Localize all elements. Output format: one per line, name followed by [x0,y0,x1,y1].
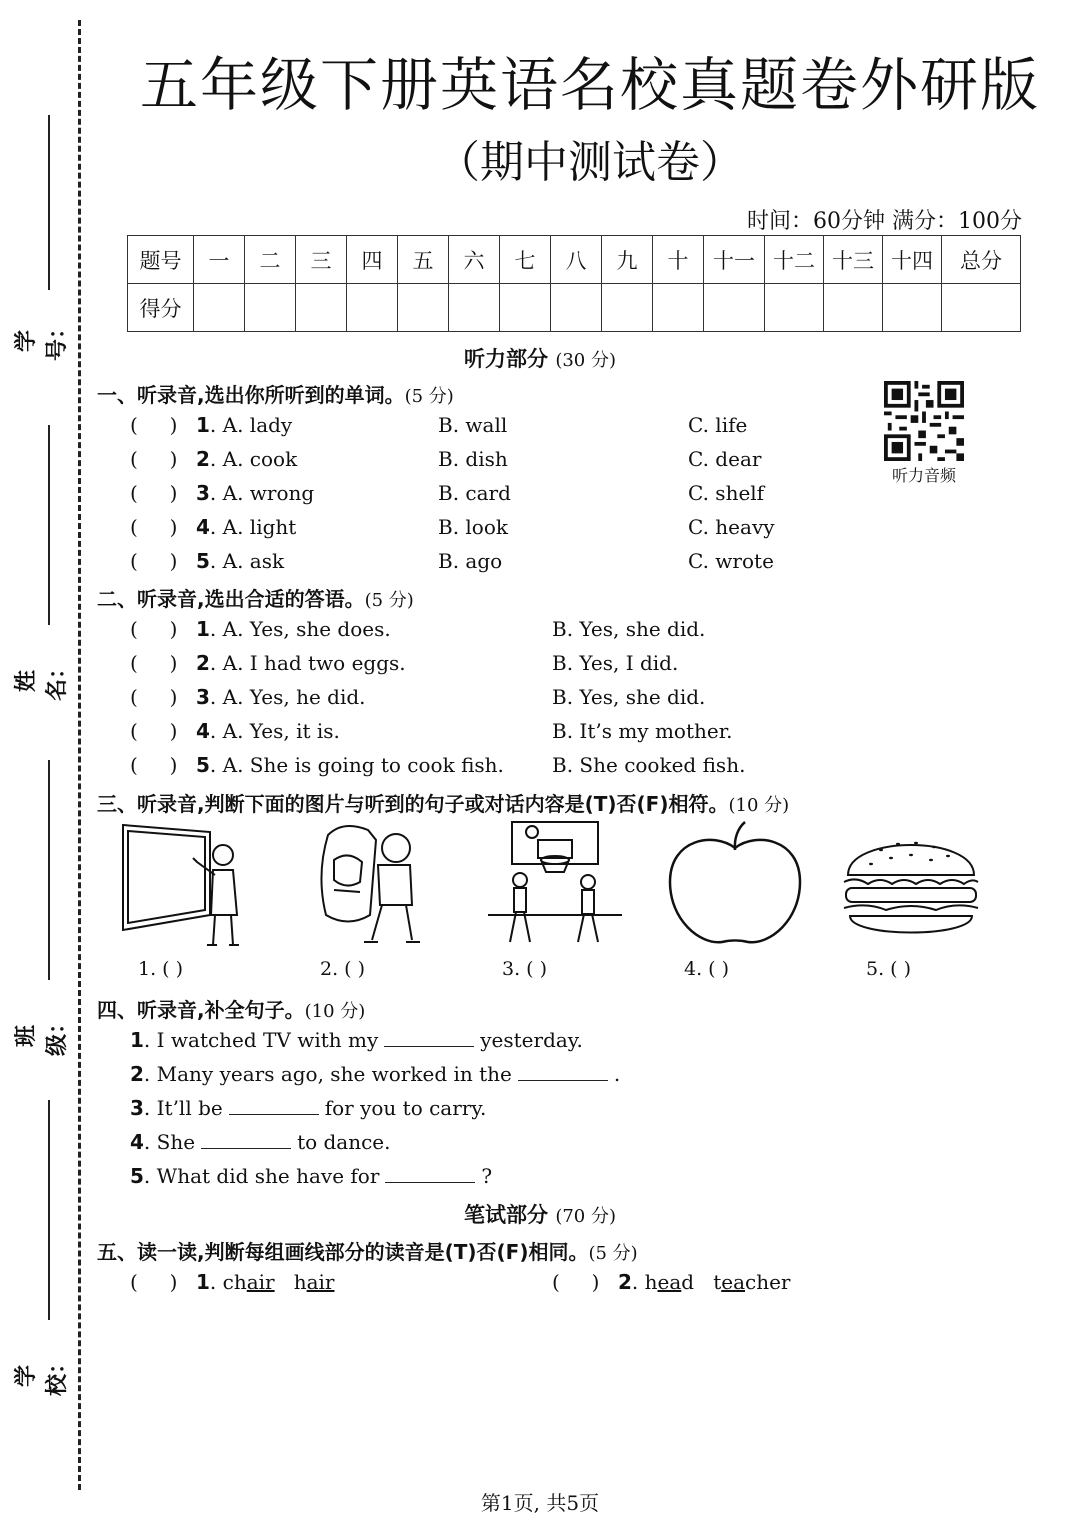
student-id-underline [48,115,50,290]
time-info: 时间：60分钟 满分：100分 [747,209,1022,234]
score-cell[interactable] [824,284,883,332]
qr-code-icon[interactable] [884,381,964,461]
section1-title-text: 一、听录音,选出你所听到的单词。 [97,383,405,407]
underlined-part: ea [721,1270,745,1294]
item-number: 2 [196,651,210,675]
score-cell[interactable] [398,284,449,332]
sentence-end: for you to carry. [324,1096,487,1120]
option-a: A. Yes, it is. [222,719,340,743]
item-number: 5 [196,753,210,777]
word-part: d [681,1270,695,1294]
fill-blank[interactable] [518,1062,608,1081]
name-underline [48,425,50,625]
word-part: h [644,1270,658,1294]
score-cell[interactable] [194,284,245,332]
answer-paren[interactable]: ( ) [130,447,178,471]
boy-with-heavy-backpack-icon [298,820,448,950]
underlined-part: air [306,1270,335,1294]
sentence-end: . [613,1062,621,1086]
section1-item: ( ) 1. A. lady [130,413,293,437]
section5-title-text: 五、读一读,判断每组画线部分的读音是(T)否(F)相同。 [97,1240,589,1264]
answer-paren[interactable]: ( ) [130,719,178,743]
sentence-end: to dance. [297,1130,391,1154]
table-cell: 十 [653,236,704,284]
section4-title [97,994,365,1023]
answer-paren[interactable]: ( ) [130,1270,178,1294]
table-cell: 十三 [824,236,883,284]
section1-item: ( ) 5. A. ask [130,549,285,573]
picture-answer-3[interactable]: 3. ( ) [502,958,548,980]
word-1 [645,1270,694,1294]
fill-blank[interactable] [201,1130,291,1149]
item-number: 4 [130,1130,144,1154]
score-cell[interactable] [551,284,602,332]
answer-paren[interactable]: ( ) [130,685,178,709]
fill-blank[interactable] [385,1164,475,1183]
option-a: A. light [222,515,297,539]
underlined-part: air [246,1270,275,1294]
section2-item: ( ) 1. A. Yes, she does. [130,617,391,641]
answer-paren[interactable]: ( ) [130,753,178,777]
score-cell[interactable] [765,284,824,332]
item-number: 5 [130,1164,144,1188]
section1-item: ( ) 2. A. cook [130,447,298,471]
section2-item: ( ) 4. A. Yes, it is. [130,719,340,743]
section1-item: ( ) 4. A. light [130,515,297,539]
answer-paren[interactable]: ( ) [130,413,178,437]
children-playing-basketball-icon [480,820,630,950]
listening-part-points: (30 分) [555,350,616,371]
section2-item: ( ) 3. A. Yes, he did. [130,685,366,709]
word-1 [223,1270,275,1294]
answer-paren[interactable]: ( ) [130,549,178,573]
option-a: A. lady [222,413,293,437]
option-b: B. look [438,515,509,539]
item-number: 5 [196,549,210,573]
section2-item: ( ) 2. A. I had two eggs. [130,651,406,675]
score-table-header-row [128,236,1021,284]
section5-points: (5 分) [588,1243,638,1264]
section4-item [130,1062,620,1086]
option-b: B. She cooked fish. [552,753,746,777]
written-part-points: (70 分) [555,1206,616,1227]
item-number: 1 [130,1028,144,1052]
section2-item: ( ) 5. A. She is going to cook fish. [130,753,504,777]
picture-answer-5[interactable]: 5. ( ) [866,958,912,980]
option-b: B. ago [438,549,503,573]
option-a: A. Yes, he did. [222,685,366,709]
table-cell: 五 [398,236,449,284]
word-2 [713,1270,790,1294]
fill-blank[interactable] [384,1028,474,1047]
score-cell[interactable] [449,284,500,332]
option-c: C. dear [688,447,762,471]
option-b: B. wall [438,413,508,437]
score-table-score-row [128,284,1021,332]
item-number: 2 [130,1062,144,1086]
word-2 [294,1270,335,1294]
section1-points: (5 分) [404,386,454,407]
class-underline [48,760,50,980]
score-cell[interactable] [942,284,1021,332]
item-number: 3 [196,481,210,505]
item-number: 3 [196,685,210,709]
option-a: A. cook [222,447,298,471]
section2-title [97,583,414,612]
binding-dashed-line [78,20,81,1490]
option-b: B. Yes, she did. [552,685,706,709]
word-part: ch [222,1270,247,1294]
option-b: B. Yes, she did. [552,617,706,641]
class-label: 班级： [14,1011,70,1056]
sentence-start: . Many years ago, she worked in the [143,1062,512,1086]
option-c: C. wrote [688,549,774,573]
table-cell: 七 [500,236,551,284]
teacher-at-blackboard-icon [115,820,265,950]
section4-item [130,1028,583,1052]
section2-points: (5 分) [364,590,414,611]
table-cell: 题号 [128,236,194,284]
answer-paren[interactable]: ( ) [552,1270,600,1294]
sentence-end: ? [481,1164,493,1188]
section4-item [130,1164,492,1188]
name-label: 姓名： [14,656,70,701]
school-label: 学校： [14,1351,70,1396]
table-cell: 总分 [942,236,1021,284]
qr-label: 听力音频 [891,466,956,485]
table-cell: 一 [194,236,245,284]
option-a: A. I had two eggs. [222,651,406,675]
table-cell: 十四 [883,236,942,284]
picture-answer-4[interactable]: 4. ( ) [684,958,730,980]
table-cell: 四 [347,236,398,284]
score-table [127,235,1021,332]
underlined-part: ea [657,1270,682,1294]
option-c: C. shelf [688,481,765,505]
section4-points: (10 分) [304,1001,366,1022]
page-footer: 第1页, 共5页 [480,1491,600,1515]
option-a: A. ask [222,549,285,573]
item-number: 2 [196,447,210,471]
section2-title-text: 二、听录音,选出合适的答语。 [97,587,365,611]
section5-title [97,1236,638,1265]
table-cell: 九 [602,236,653,284]
item-number: 2 [618,1270,632,1294]
score-cell[interactable] [704,284,765,332]
hamburger-icon [836,820,986,950]
sentence-start: . She [143,1130,196,1154]
section4-item [130,1096,486,1120]
score-cell[interactable] [245,284,296,332]
section1-title [97,379,454,408]
table-cell: 八 [551,236,602,284]
option-b: B. It’s my mother. [552,719,733,743]
option-a: A. Yes, she does. [222,617,391,641]
option-b: B. dish [438,447,508,471]
apple-icon [660,820,810,950]
item-number: 4 [196,719,210,743]
option-b: B. card [438,481,511,505]
option-a: A. She is going to cook fish. [222,753,504,777]
answer-paren[interactable]: ( ) [130,481,178,505]
score-cell[interactable] [883,284,942,332]
picture-answer-1[interactable]: 1. ( ) [138,958,184,980]
word-part: h [293,1270,307,1294]
page-subtitle: （期中测试卷） [436,137,744,188]
option-c: C. heavy [688,515,775,539]
table-cell: 十二 [765,236,824,284]
section3-title [97,788,789,817]
section4-title-text: 四、听录音,补全句子。 [97,998,305,1022]
written-part-label: 笔试部分 [464,1203,548,1227]
score-cell[interactable] [296,284,347,332]
listening-part-label: 听力部分 [464,347,548,371]
section5-item: ( ) 2. head teacher [552,1270,791,1294]
written-part-title [0,1199,1080,1229]
picture-answer-2[interactable]: 2. ( ) [320,958,366,980]
item-number: 1 [196,617,210,641]
item-number: 1 [196,1270,210,1294]
word-part: cher [745,1270,791,1294]
item-number: 3 [130,1096,144,1120]
score-cell[interactable] [653,284,704,332]
item-number: 1 [196,413,210,437]
table-cell: 十一 [704,236,765,284]
option-b: B. Yes, I did. [552,651,679,675]
section4-item [130,1130,391,1154]
section3-title-text: 三、听录音,判断下面的图片与听到的句子或对话内容是(T)否(F)相符。 [97,792,729,816]
answer-paren[interactable]: ( ) [130,515,178,539]
option-a: A. wrong [222,481,315,505]
answer-paren[interactable]: ( ) [130,651,178,675]
score-cell[interactable] [602,284,653,332]
table-cell: 六 [449,236,500,284]
sentence-start: . I watched TV with my [143,1028,379,1052]
answer-paren[interactable]: ( ) [130,617,178,641]
table-cell: 三 [296,236,347,284]
sentence-start: . It’ll be [143,1096,223,1120]
sentence-start: . What did she have for [143,1164,380,1188]
page-title: 五年级下册英语名校真题卷外研版 [139,51,1040,119]
option-c: C. life [688,413,748,437]
item-number: 4 [196,515,210,539]
section1-item: ( ) 3. A. wrong [130,481,315,505]
table-cell: 得分 [128,284,194,332]
score-cell[interactable] [347,284,398,332]
section5-item: ( ) 1. chair hair [130,1270,335,1294]
table-cell: 二 [245,236,296,284]
student-id-label: 学号： [14,316,70,361]
listening-part-title [0,343,1080,373]
word-part: t [713,1270,722,1294]
section3-points: (10 分) [728,795,790,816]
fill-blank[interactable] [229,1096,319,1115]
score-cell[interactable] [500,284,551,332]
sentence-end: yesterday. [480,1028,583,1052]
